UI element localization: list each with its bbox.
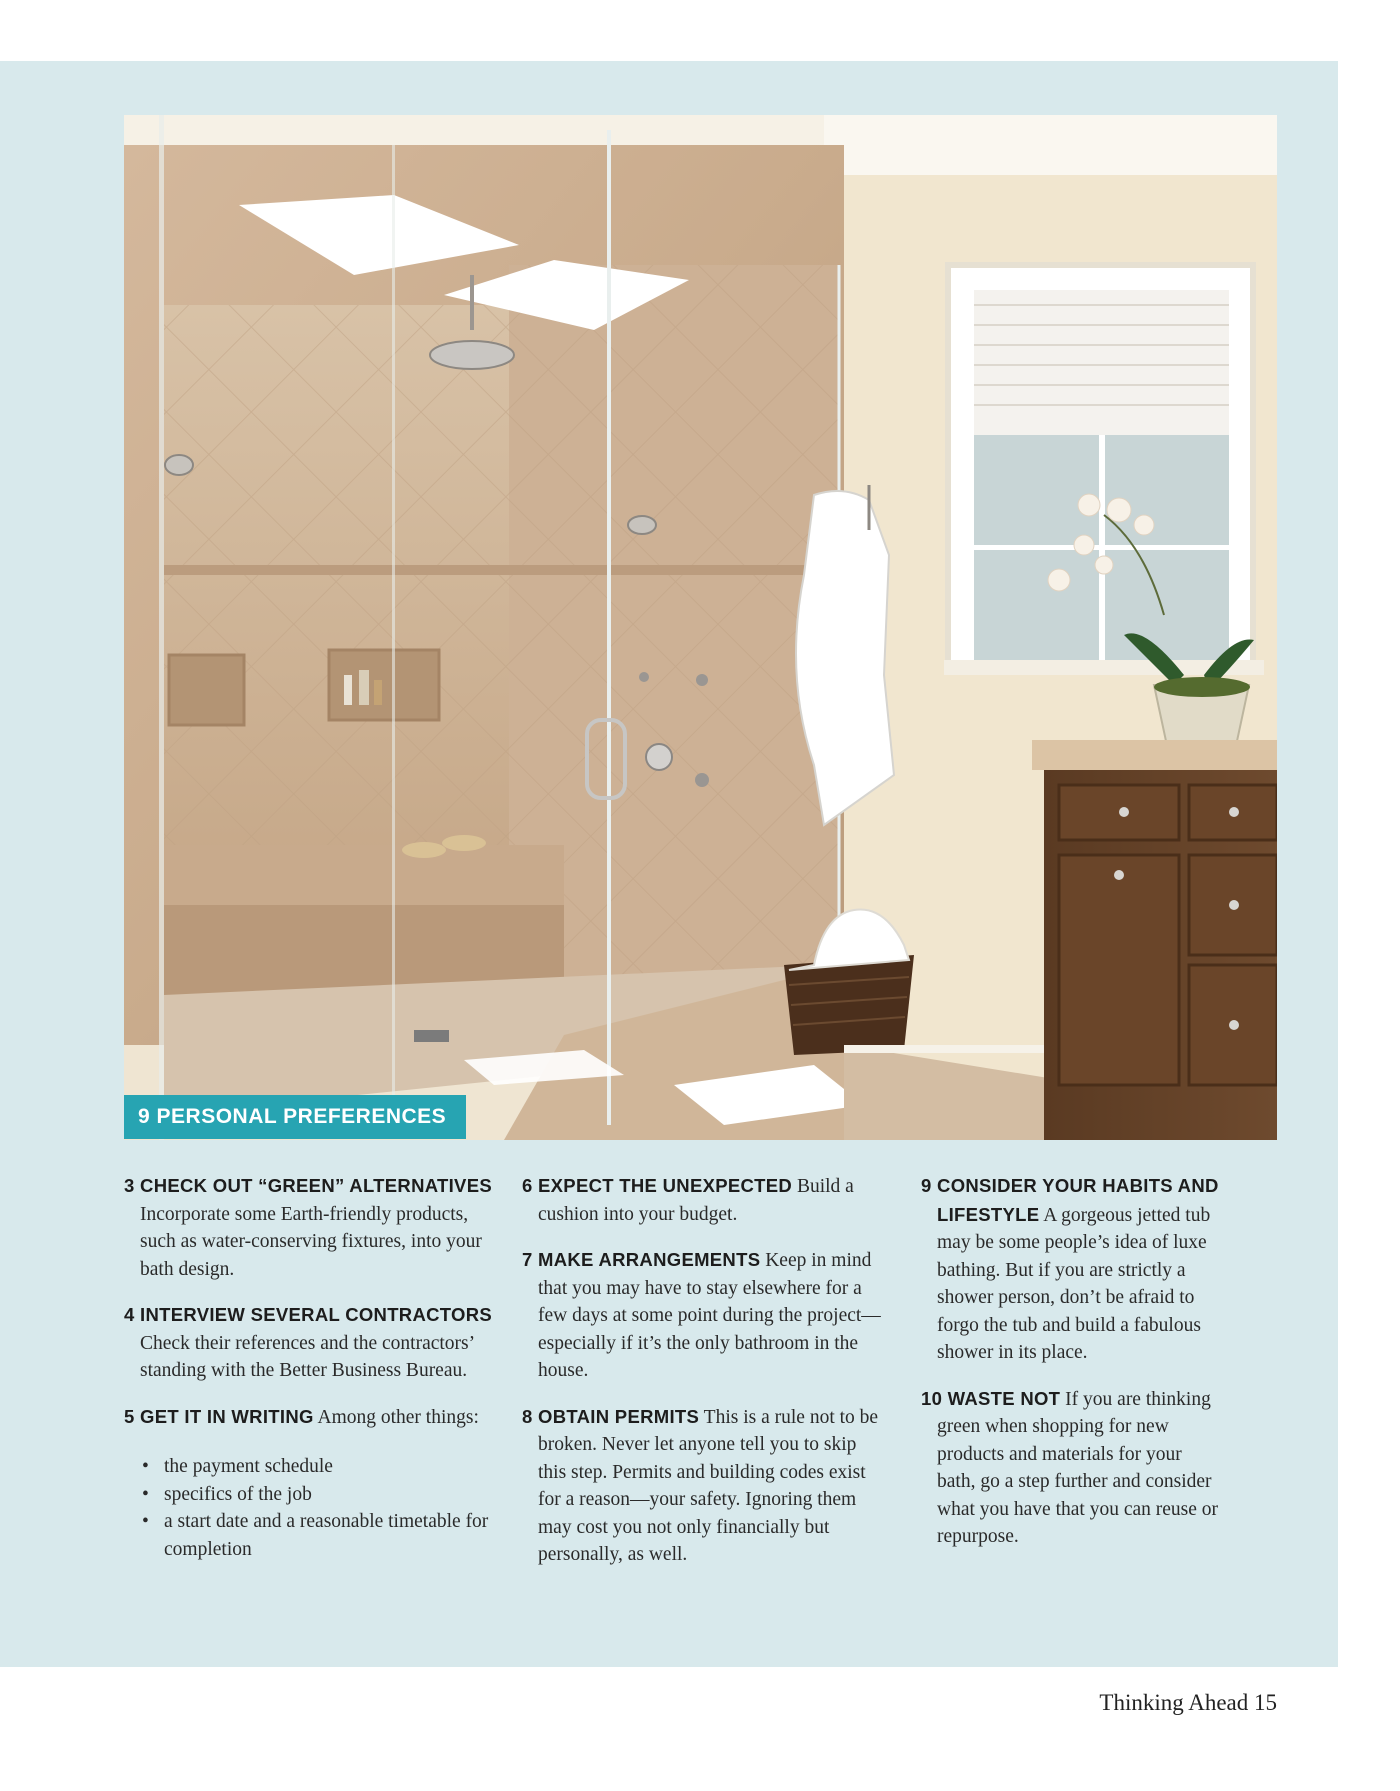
list-item (921, 1385, 1221, 1551)
column-3 (921, 1172, 1221, 1569)
bullet-item: • a start date and a reasonable timetable for completion (140, 1508, 494, 1563)
bullet-icon: • (142, 1456, 149, 1477)
item-heading: 7 MAKE ARRANGEMENTS (522, 1249, 761, 1270)
list-item (921, 1172, 1221, 1367)
list-item (124, 1172, 494, 1283)
item-text: Build a cushion into your budget. (538, 1176, 854, 1225)
item-text: Check their references and the contractors’ standing with the Better Business Bureau. (140, 1332, 474, 1381)
bullet-list (140, 1453, 494, 1563)
page-footer: Thinking Ahead 15 (1099, 1690, 1277, 1715)
item-heading: 3 CHECK OUT “GREEN” ALTERNATIVES (124, 1175, 492, 1196)
list-item (522, 1246, 882, 1385)
item-text: A gorgeous jetted tub may be some people’s idea of luxe bathing. But if you are strictly a shower person, don’t be afraid to forgo the tub and build a fabulous shower in its place. (937, 1204, 1211, 1363)
bullet-icon: • (142, 1511, 149, 1532)
item-heading: 6 EXPECT THE UNEXPECTED (522, 1175, 793, 1196)
list-item (522, 1172, 882, 1228)
item-text: This is a rule not to be broken. Never let anyone tell you to skip this step. Permits and building codes exist for a reason—your safety. Ignoring them may cost you not only financially but personally, as well. (538, 1406, 879, 1565)
photo-caption: 9 PERSONAL PREFERENCES (124, 1095, 466, 1139)
item-text: Among other things: (317, 1406, 479, 1428)
bullet-item: • the payment schedule (140, 1453, 494, 1481)
list-item (124, 1403, 494, 1432)
item-heading: 8 OBTAIN PERMITS (522, 1405, 700, 1427)
bullet-item: • specifics of the job (140, 1481, 494, 1509)
item-heading: 10 WASTE NOT (921, 1387, 1061, 1409)
item-heading: 4 INTERVIEW SEVERAL CONTRACTORS (124, 1304, 493, 1325)
item-text: If you are thinking green when shopping for new products and materials for your bath, go a step further and consider what you have that you can reuse or repurpose. (937, 1388, 1219, 1547)
column-2 (522, 1172, 882, 1587)
item-heading: 5 GET IT IN WRITING (124, 1405, 314, 1427)
column-1 (124, 1172, 494, 1563)
list-item (522, 1403, 882, 1569)
item-text: Keep in mind that you may have to stay elsewhere for a few days at some point during the project—especially if it’s the only bathroom in the house. (538, 1250, 881, 1381)
list-item (124, 1301, 494, 1385)
bathroom-photo (124, 115, 1277, 1140)
bullet-icon: • (142, 1483, 149, 1505)
item-text: Incorporate some Earth-friendly products, such as water-conserving fixtures, into your bath design. (140, 1203, 482, 1280)
item-heading: 9 CONSIDER YOUR HABITS AND LIFESTYLE (921, 1175, 1219, 1225)
